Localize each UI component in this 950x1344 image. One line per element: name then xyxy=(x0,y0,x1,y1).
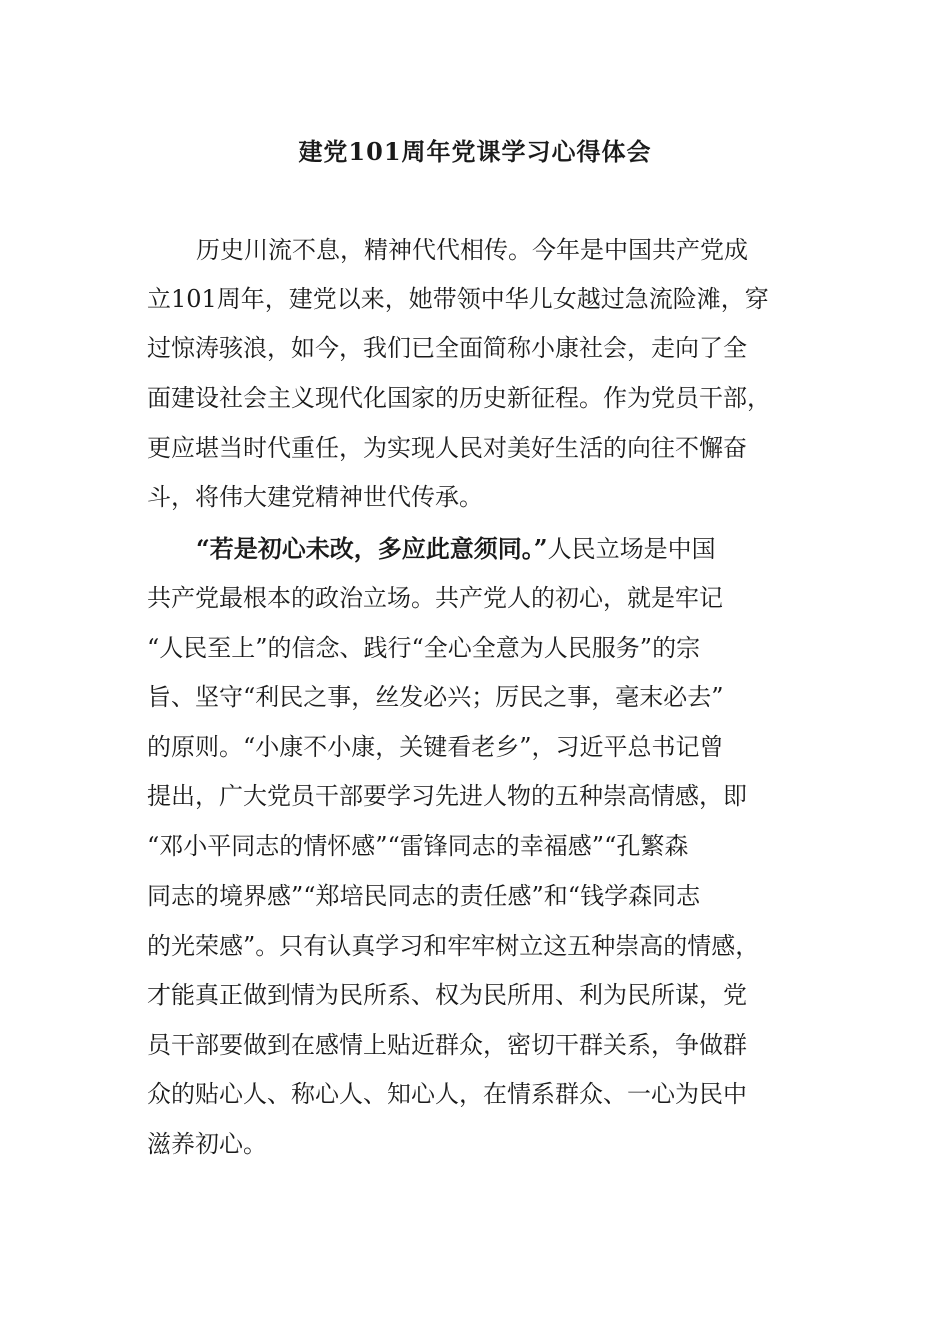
paragraph-2-line-6: 提出，广大党员干部要学习先进人物的五种崇高情感，即 xyxy=(147,782,747,810)
paragraph-2-line-1 xyxy=(196,524,716,573)
paragraph-2-lead-text: 人民立场是中国 xyxy=(547,535,716,563)
paragraph-2-line-13: 滋养初心。 xyxy=(147,1130,267,1158)
paragraph-2-line-3: “人民至上”的信念、践行“全心全意为人民服务”的宗 xyxy=(147,634,701,662)
paragraph-2-line-9: 的光荣感”。只有认真学习和牢牢树立这五种崇高的情感， xyxy=(147,932,760,960)
paragraph-1-line-1: 历史川流不息，精神代代相传。今年是中国共产党成 xyxy=(196,236,748,264)
paragraph-2-line-12: 众的贴心人、称心人、知心人，在情系群众、一心为民中 xyxy=(147,1080,747,1108)
paragraph-2-line-10: 才能真正做到情为民所系、权为民所用、利为民所谋，党 xyxy=(147,981,747,1009)
paragraph-1-line-4: 面建设社会主义现代化国家的历史新征程。作为党员干部， xyxy=(147,384,771,412)
paragraph-2-line-8: 同志的境界感”“郑培民同志的责任感”和“钱学森同志 xyxy=(147,882,701,910)
paragraph-1-line-3: 过惊涛骇浪，如今，我们已全面简称小康社会，走向了全 xyxy=(147,334,747,362)
paragraph-1-line-5: 更应堪当时代重任，为实现人民对美好生活的向往不懈奋 xyxy=(147,434,747,462)
paragraph-1-line-6: 斗，将伟大建党精神世代传承。 xyxy=(147,483,483,511)
paragraph-2-bold-quote: “若是初心未改，多应此意须同。” xyxy=(196,534,548,563)
paragraph-1-line-2: 立101周年，建党以来，她带领中华儿女越过急流险滩，穿 xyxy=(147,285,769,313)
paragraph-2-line-11: 员干部要做到在感情上贴近群众，密切干群关系，争做群 xyxy=(147,1031,747,1059)
paragraph-2-line-4: 旨、坚守“利民之事，丝发必兴；厉民之事，毫末必去” xyxy=(147,683,724,711)
paragraph-2-line-7: “邓小平同志的情怀感”“雷锋同志的幸福感”“孔繁森 xyxy=(147,832,689,860)
paragraph-2-line-2: 共产党最根本的政治立场。共产党人的初心，就是牢记 xyxy=(147,584,723,612)
paragraph-2-line-5: 的原则。“小康不小康，关键看老乡”，习近平总书记曾 xyxy=(147,733,724,761)
document-title: 建党101周年党课学习心得体会 xyxy=(298,137,652,166)
